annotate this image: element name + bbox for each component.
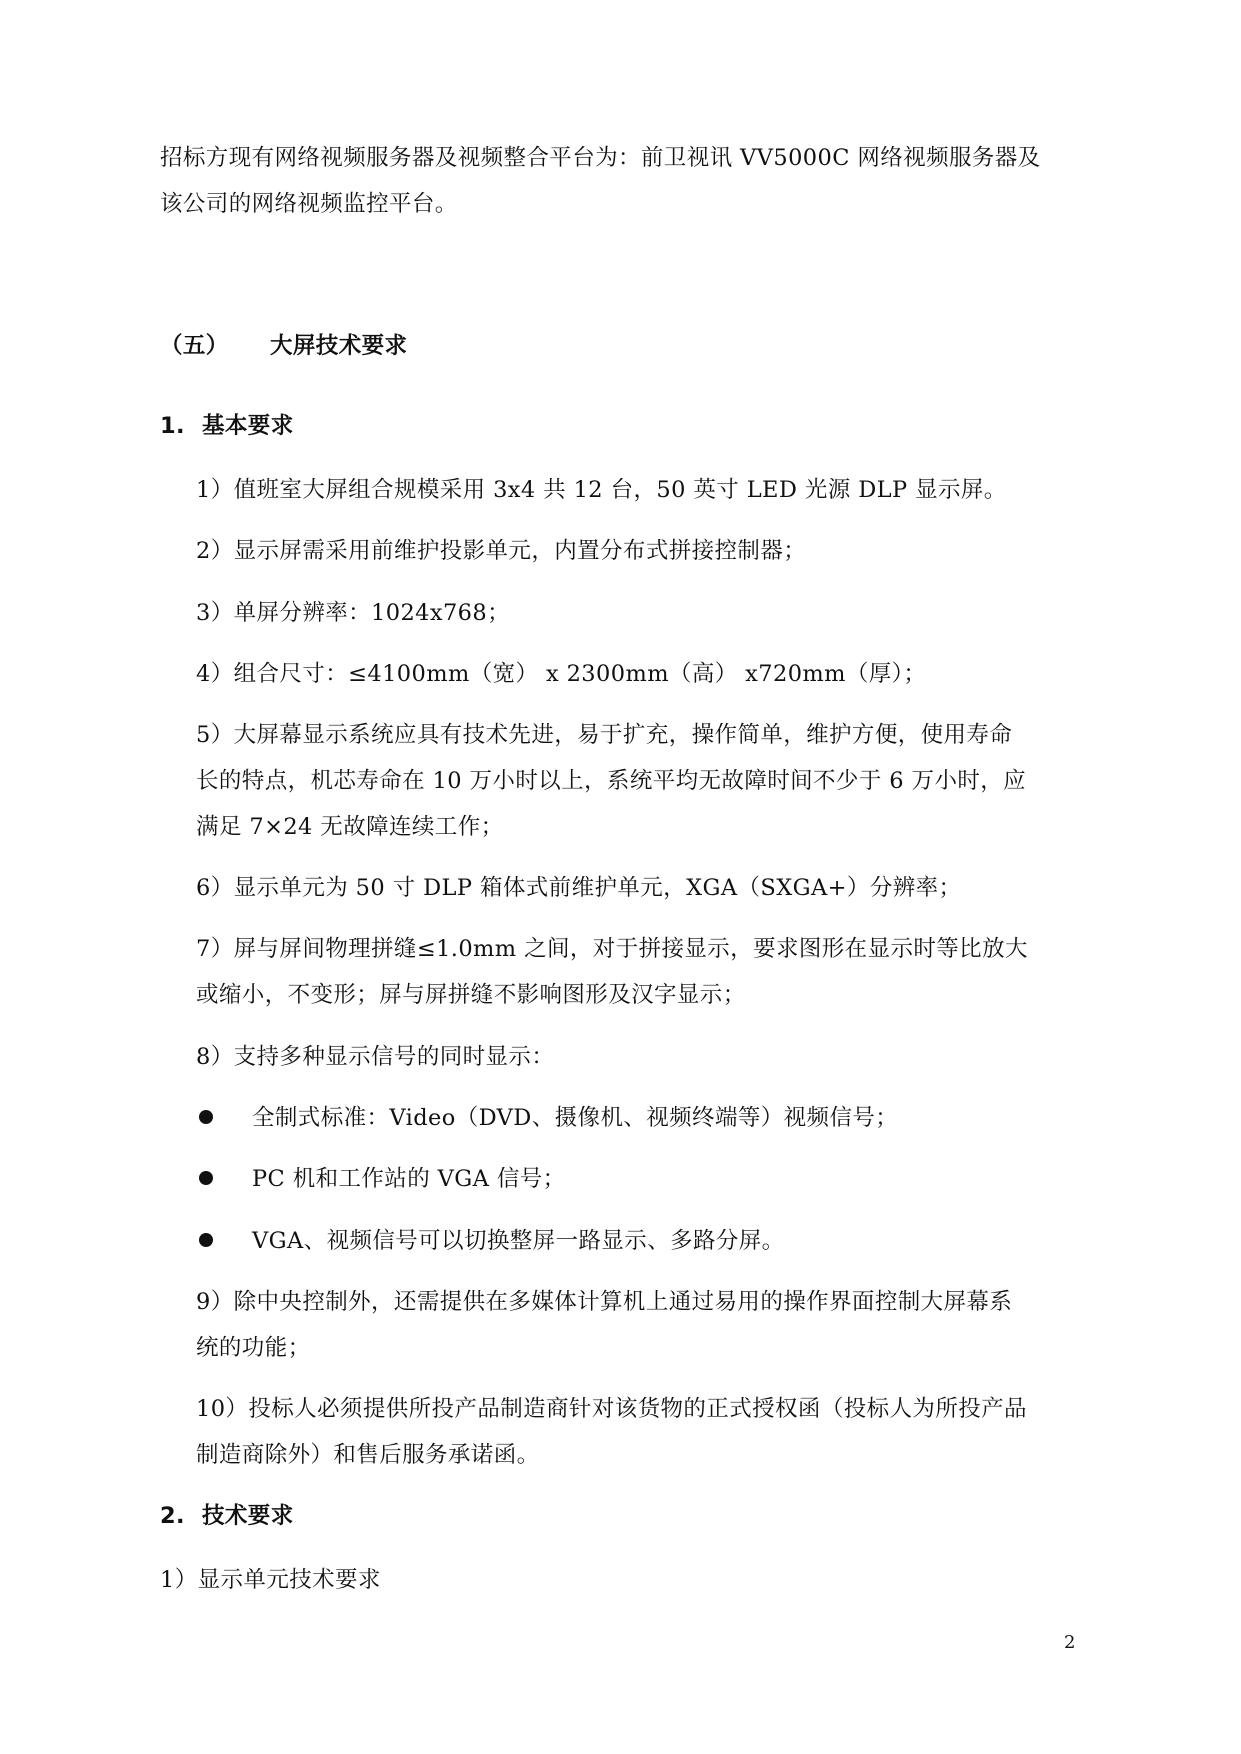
subsection-2-item-1: 1）显示单元技术要求 <box>160 1567 381 1593</box>
item-5-line-3: 满足 7×24 无故障连续工作； <box>196 814 504 840</box>
item-8: 8）支持多种显示信号的同时显示： <box>196 1044 555 1070</box>
item-9-line-1: 9）除中央控制外，还需提供在多媒体计算机上通过易用的操作界面控制大屏幕系 <box>196 1289 1013 1315</box>
bullet-dot-3 <box>199 1233 213 1247</box>
intro-line-2: 该公司的网络视频监控平台。 <box>160 191 458 217</box>
bullet-dot-1 <box>199 1110 213 1124</box>
bullet-item-2: PC 机和工作站的 VGA 信号； <box>252 1166 566 1192</box>
item-3: 3）单屏分辨率：1024x768； <box>196 600 511 626</box>
item-2: 2）显示屏需采用前维护投影单元，内置分布式拼接控制器； <box>196 538 807 564</box>
item-6: 6）显示单元为 50 寸 DLP 箱体式前维护单元，XGA（SXGA+）分辨率； <box>196 875 962 901</box>
bullet-item-1: 全制式标准：Video（DVD、摄像机、视频终端等）视频信号； <box>252 1105 899 1131</box>
item-9-line-2: 统的功能； <box>196 1335 311 1361</box>
page-number: 2 <box>1064 1632 1076 1653</box>
item-5-line-1: 5）大屏幕显示系统应具有技术先进，易于扩充，操作简单，维护方便，使用寿命 <box>196 722 1013 748</box>
item-4: 4）组合尺寸：≤4100mm（宽） x 2300mm（高） x720mm（厚）； <box>196 661 927 687</box>
item-10-line-1: 10）投标人必须提供所投产品制造商针对该货物的正式授权函（投标人为所投产品 <box>196 1396 1027 1422</box>
intro-line-1: 招标方现有网络视频服务器及视频整合平台为：前卫视讯 VV5000C 网络视频服务器及 <box>160 145 1041 171</box>
subsection-1-number: 1. <box>160 413 186 439</box>
item-10-line-2: 制造商除外）和售后服务承诺函。 <box>196 1442 540 1468</box>
subsection-1-title: 基本要求 <box>202 413 294 439</box>
subsection-2-number: 2. <box>160 1503 186 1529</box>
subsection-2-title: 技术要求 <box>202 1503 294 1529</box>
bullet-item-3: VGA、视频信号可以切换整屏一路显示、多路分屏。 <box>252 1228 785 1254</box>
item-7-line-1: 7）屏与屏间物理拼缝≤1.0mm 之间，对于拼接显示，要求图形在显示时等比放大 <box>196 936 1028 962</box>
item-7-line-2: 或缩小，不变形；屏与屏拼缝不影响图形及汉字显示； <box>196 982 746 1008</box>
item-5-line-2: 长的特点，机芯寿命在 10 万小时以上，系统平均无故障时间不少于 6 万小时，应 <box>196 768 1027 794</box>
bullet-dot-2 <box>199 1171 213 1185</box>
section-title: 大屏技术要求 <box>270 333 408 359</box>
section-number: （五） <box>160 333 229 359</box>
item-1: 1）值班室大屏组合规模采用 3x4 共 12 台，50 英寸 LED 光源 DLP 显示屏。 <box>196 477 1007 503</box>
